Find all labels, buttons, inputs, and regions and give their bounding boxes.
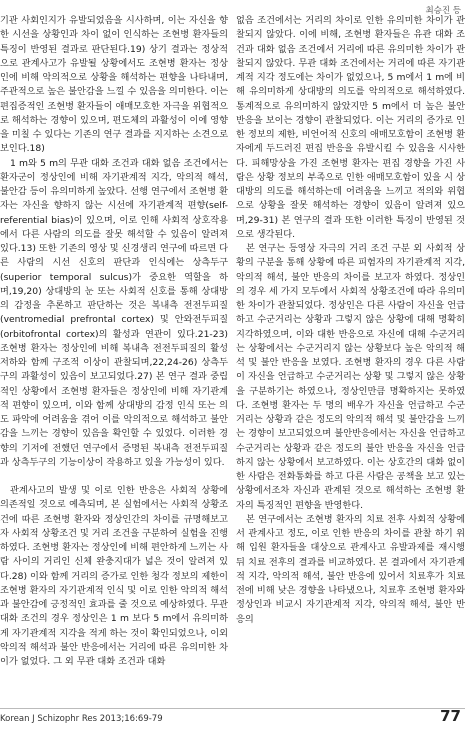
running-header: 최승진 등 bbox=[425, 6, 461, 16]
journal-citation: Korean J Schizophr Res 2013;16:69-79 bbox=[0, 714, 163, 724]
page-footer bbox=[0, 708, 465, 729]
paragraph: 본 연구에서는 조현병 환자의 치료 전후 사회적 상황에서 관계사고 정도, 이로 인한 반응의 차이를 관찰 하기 위해 입원 환자들을 대상으로 관계사고 유발과제를 재시행 뒤 치료 전후의 결과를 비교하였다. 본 결과에서 자기관계적 지각, 악의적 해석, 불안 반응에 있어서 치료후가 치료 전에 비해 낮은 경향을 나타냈으나, 치료후 조현병 환자와 정상인과 비교시 자기관계적 지각, 악의적 해석, 불안 반응의 bbox=[236, 513, 465, 625]
paragraph: 1 m와 5 m의 무관 대화 조건과 대화 없음 조건에서는 환자군이 정상인에 비해 자기관계적 지각, 악의적 해석, 불안감 등이 유의미하게 높았다. 선행 연구에서 조현병 환자는 자신을 향하지 않는 시선에 자기관계적 편향(self-referential bias)이 있으며, 이로 인해 사회적 상호작용에서 다른 사람의 의도를 잘못 해석할 수 있음이 알려져 있다.13) 또한 기존의 영상 및 신경생리 연구에 따르면 다른 사람의 시선 신호의 판단과 인식에는 상측두구(superior temporal sulcus)가 중요한 역할을 하며,19,20) 상대방의 눈 또는 사회적 신호를 통해 상대방의 감정을 추론하고 판단하는 것은 복내측 전전두피질(ventromedial prefrontal cortex) 및 안와전두피질(orbitofrontal cortex)의 활성과 연관이 있다.21-23) 조현병 환자는 정상인에 비해 복내측 전전두피질의 활성 저하와 함께 구조적 이상이 관찰되며,22,24-26) 상측두구의 과활성이 있음이 보고되었다.27) 본 연구 결과 중립적인 상황에서 조현병 환자들은 정상인에 비해 자기관계적 편향이 있으며, 이와 함께 상대방의 감정 인식 또는 의도 파악에 어려움을 겪어 이를 악의적으로 해석하고 불안감을 느끼는 경향이 있음을 확인할 수 있었다. 이러한 경향의 기저에 전했던 연구에서 증명된 복내측 전전두피질과 상측두구의 기능이상이 작용하고 있을 가능성이 있다. bbox=[0, 157, 228, 468]
page-number: 77 bbox=[440, 707, 461, 725]
right-column bbox=[236, 14, 465, 690]
paragraph: 관계사고의 발생 및 이로 인한 반응은 사회적 상황에 의존적일 것으로 예측되며, 본 실험에서는 사회적 상황조건에 따른 조현병 환자와 정상인간의 차이를 규명해보고자 사회적 상황조건 및 거리 조건을 구분하여 실험을 진행하였다. 조현병 환자는 정상인에 비해 편안하게 느끼는 사람 사이의 거리인 신체 완충지대가 넓은 것이 알려져 있다.28) 이와 함께 거리의 증가로 인한 청각 정보의 제한이 조현병 환자의 자기관계적 인식 및 이로 인한 악의적 해석과 불안감에 긍정적인 효과를 줄 것으로 예상하였다. 무관 대화 조건의 경우 정상인은 1 m 보다 5 m에서 유의미하게 자기관계적 지각을 적게 하는 것이 확인되었으나, 이외 악의적 해석과 불안 반응에서는 거리에 따른 유의미한 차이가 없었다. 그 외 무관 대화 조건과 대화 bbox=[0, 485, 228, 667]
paragraph: 없음 조건에서는 거리의 차이로 인한 유의미한 차이가 관찰되지 않았다. 이에 비해, 조현병 환자들은 유관 대화 조건과 대화 없음 조건에서 거리에 따른 유의미한 차이가 관찰되지 않았다. 무관 대화 조건에서는 거리에 따른 자기관계적 지각 정도에는 차이가 없었으나, 5 m에서 1 m에 비해 유의미하게 상대방의 의도를 악의적으로 해석하였다. 통계적으로 유의미하지 않았지만 5 m에서 더 높은 불안반응을 보이는 경향이 관찰되었다. 이는 거리의 증가로 인한 정보의 제한, 비언어적 신호의 애매모호함이 조현병 환자에게 두드러진 편집 반응을 유발시킬 수 있음을 시사한다. 피해망상을 가진 조현병 환자는 편집 경향을 가진 사람은 상황 정보의 부족으로 인한 애매모호함이 있을 시 상대방의 의도를 해석하는데 어려움을 느끼고 적의와 위협으로 상황을 잘못 해석하는 경향이 있음이 알려져 있으며,29-31) 본 연구의 결과 또한 이러한 특징이 반영된 것으로 생각된다. bbox=[236, 15, 465, 240]
left-column bbox=[0, 14, 228, 690]
paragraph: 기관 사회인지가 유발되었음을 시사하며, 이는 자신을 향한 시선을 상황인과 차이 없이 인식하는 조현병 환자들의 특징이 반영된 결과로 판단된다.19) 상기 결과는 정상적으로 관계사고가 유발될 상황에서도 조현병 환자는 정상인에 비해 악의적으로 상황을 해석하는 편향을 나타내며, 주관적으로 높은 불안감을 느낄 수 있음을 의미한다. 이는 편집증적인 조현병 환자들이 애매모호한 자극을 위협적으로 해석하는 경향이 있으며, 편도체의 과활성이 이에 영향을 미칠 수 있다는 기존의 연구 결과를 지지하는 소견으로 보인다.18) bbox=[0, 15, 228, 155]
paragraph: 본 연구는 등영상 자극의 거리 조건 구분 외 사회적 상황의 구분을 통해 상황에 따른 피험자의 자기관계적 지각, 악의적 해석, 불안 반응의 차이를 보고자 하였다. 정상인의 경우 세 가지 모두에서 사회적 상황조건에 따라 유의미한 차이가 관찰되었다. 정상인은 다른 사람이 자신을 언급하고 수군거리는 상황과 그렇지 않은 상황에 대해 명확히 지각하였으며, 이와 대한 반응으로 자신에 대해 수군거리는 상황에서는 수군거리지 않는 상황보다 높은 악의적 해석 및 불안 반응을 보였다. 조현병 환자의 경우 다른 사람이 자신을 언급하고 수군거리는 상황 및 그렇지 않은 상황을 구분하기는 하였으나, 정상인만큼 명확하지는 못하였다. 조현병 환자는 두 명의 배우가 자신을 언급하고 수군거리는 상황과 같은 정도의 악의적 해석 및 불안감을 느끼는 경향이 보고되었으며 불안반응에서는 자신을 언급하고 수군거리는 상황과 같은 정도의 불안 반응을 자신을 언급하지 않는 상황에서 보고하였다. 이는 상호간의 대화 없이 한 사람은 전화통화를 하고 다른 사람은 공책을 보고 있는 상황에서조차 자신과 관계된 것으로 해석하는 조현병 환자의 특징적인 편향을 반영한다. bbox=[236, 243, 465, 511]
